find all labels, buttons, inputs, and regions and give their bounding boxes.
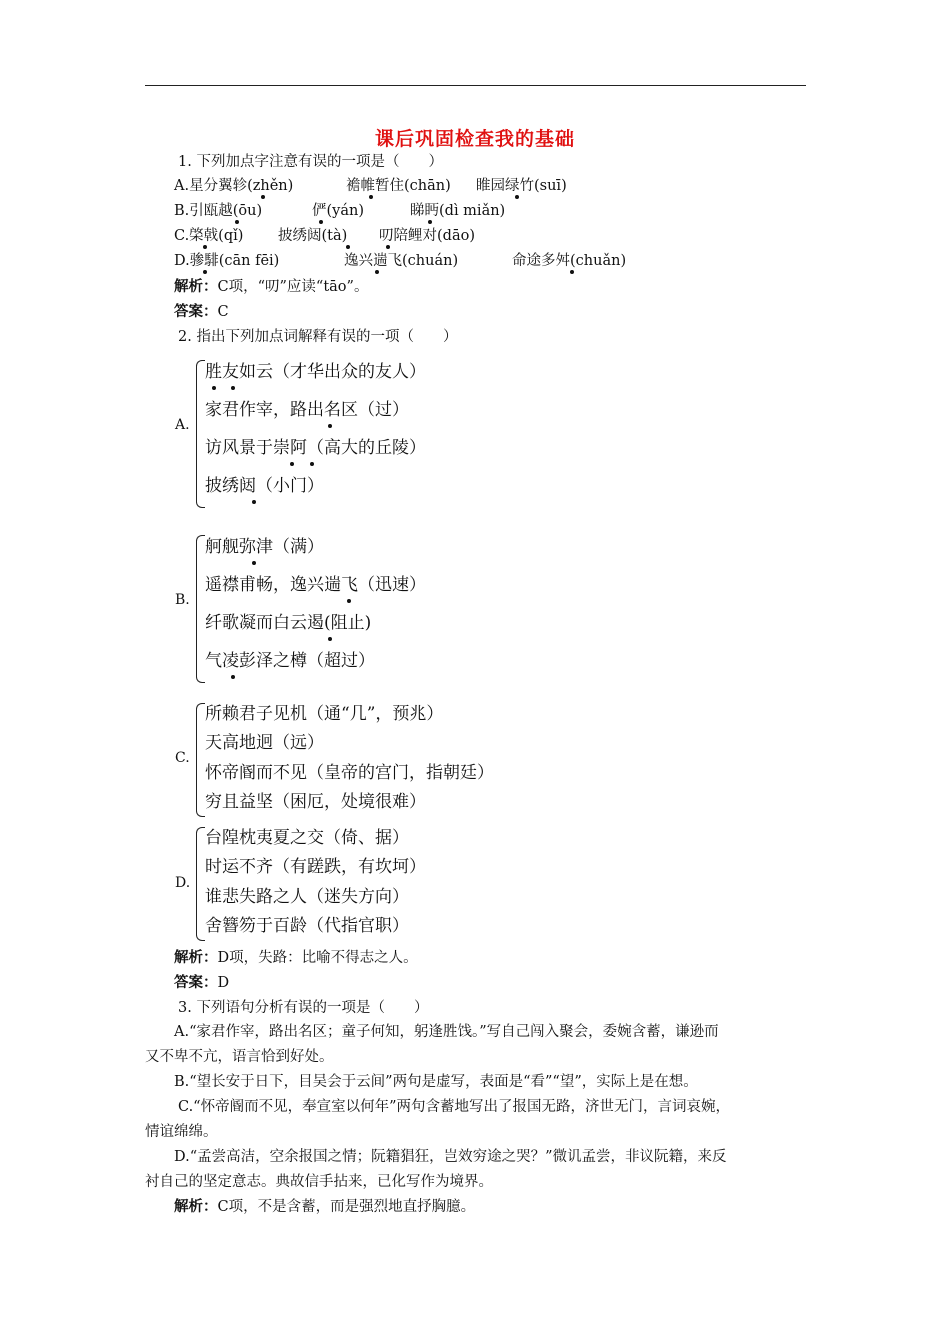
emphasis-dot (328, 424, 332, 428)
q3-analysis: 解析：C项，不是含蓄，而是强烈地直抒胸臆。 (174, 1199, 476, 1215)
q3-option-b: B.“望长安于日下，目吴会于云间”两句是虚写，表面是“看”“望”，实际上是在想。 (174, 1074, 698, 1090)
q2-b-item: 气凌彭泽之樽（超过） (205, 651, 375, 671)
emphasis-dot (319, 220, 323, 224)
q2-stem: 2. 指出下列加点词解释有误的一项（ ） (178, 329, 458, 345)
q1-option-a: A.星分翼轸(zhěn) 襜帷暂住(chān) 睢园绿竹(suī) (174, 178, 567, 194)
q2-a-item: 胜友如云（才华出众的友人） (205, 362, 426, 382)
emphasis-dot (328, 637, 332, 641)
q2-analysis: 解析：D项，失路：比喻不得志之人。 (174, 950, 418, 966)
emphasis-dot (428, 220, 432, 224)
q2-b-item: 纤歌凝而白云遏(阻止) (205, 613, 372, 633)
emphasis-dot (252, 500, 256, 504)
q2-d-item: 时运不齐（有蹉跌，有坎坷） (205, 857, 426, 877)
q2-a-item: 家君作宰，路出名区（过） (205, 400, 409, 420)
q2-answer: 答案：D (174, 975, 230, 991)
emphasis-dot (346, 245, 350, 249)
emphasis-dot (261, 195, 265, 199)
emphasis-dot (515, 195, 519, 199)
emphasis-dot (347, 599, 351, 603)
q1-option-b: B.引瓯越(ōu) 俨(yán) 睇眄(dì miǎn) (174, 203, 506, 219)
brace-d (196, 827, 205, 941)
emphasis-dot (310, 462, 314, 466)
q2-d-item: 谁悲失路之人（迷失方向） (205, 887, 409, 907)
q3-option-c-line1: C.“怀帝阍而不见，奉宣室以何年”两句含蓄地写出了报国无路，济世无门，言词哀婉， (178, 1099, 731, 1115)
q1-answer: 答案：C (174, 304, 229, 320)
q2-c-item: 穷且益坚（困厄，处境很难） (205, 792, 426, 812)
q1-stem: 1. 下列加点字注意有误的一项是（ ） (178, 154, 443, 170)
q3-option-d-line2: 衬自己的坚定意志。典故信手拈来，已化写作为境界。 (145, 1174, 493, 1190)
q2-label-a: A. (175, 417, 190, 433)
page-title: 课后巩固检查我的基础 (374, 128, 575, 150)
q2-c-item: 所赖君子见机（通“几”，预兆） (205, 704, 444, 724)
emphasis-dot (212, 386, 216, 390)
emphasis-dot (570, 270, 574, 274)
q2-label-c: C. (175, 750, 190, 766)
emphasis-dot (203, 270, 207, 274)
q3-option-a-line2: 又不卑不亢，语言恰到好处。 (145, 1049, 334, 1065)
brace-b (196, 535, 205, 683)
q1-analysis: 解析：C项，“叨”应读“tāo”。 (174, 279, 369, 295)
q3-stem: 3. 下列语句分析有误的一项是（ ） (178, 1000, 429, 1016)
q2-c-item: 天高地迥（远） (205, 733, 324, 753)
emphasis-dot (231, 386, 235, 390)
emphasis-dot (375, 270, 379, 274)
q1-option-d: D.骖騑(cān fēi) 逸兴遄飞(chuán) 命途多舛(chuǎn) (174, 253, 627, 269)
q3-option-a-line1: A.“家君作宰，路出名区；童子何知，躬逢胜饯。”写自己闯入聚会，委婉含蓄，谦逊而 (174, 1024, 719, 1040)
q2-label-b: B. (175, 592, 190, 608)
emphasis-dot (290, 462, 294, 466)
brace-a (196, 360, 205, 508)
q2-a-item: 访风景于崇阿（高大的丘陵） (205, 438, 426, 458)
q1-option-c: C.棨戟(qǐ) 披绣闼(tà) 叨陪鲤对(dāo) (174, 228, 475, 244)
q2-b-item: 遥襟甫畅，逸兴遄飞（迅速） (205, 575, 426, 595)
emphasis-dot (203, 245, 207, 249)
q3-option-c-line2: 情谊绵绵。 (145, 1124, 218, 1140)
brace-c (196, 703, 205, 817)
q2-d-item: 台隍枕夷夏之交（倚、据） (205, 828, 409, 848)
emphasis-dot (235, 220, 239, 224)
q2-a-item: 披绣闼（小门） (205, 476, 324, 496)
emphasis-dot (369, 195, 373, 199)
q2-c-item: 怀帝阍而不见（皇帝的宫门，指朝廷） (205, 763, 494, 783)
header-rule (145, 85, 806, 86)
q2-b-item: 舸舰弥津（满） (205, 537, 324, 557)
emphasis-dot (252, 561, 256, 565)
q2-label-d: D. (175, 875, 191, 891)
emphasis-dot (386, 245, 390, 249)
q2-d-item: 舍簪笏于百龄（代指官职） (205, 916, 409, 936)
emphasis-dot (231, 675, 235, 679)
q3-option-d-line1: D.“孟尝高洁，空余报国之情；阮籍猖狂，岂效穷途之哭？”微讥孟尝，非议阮籍，来反 (174, 1149, 727, 1165)
